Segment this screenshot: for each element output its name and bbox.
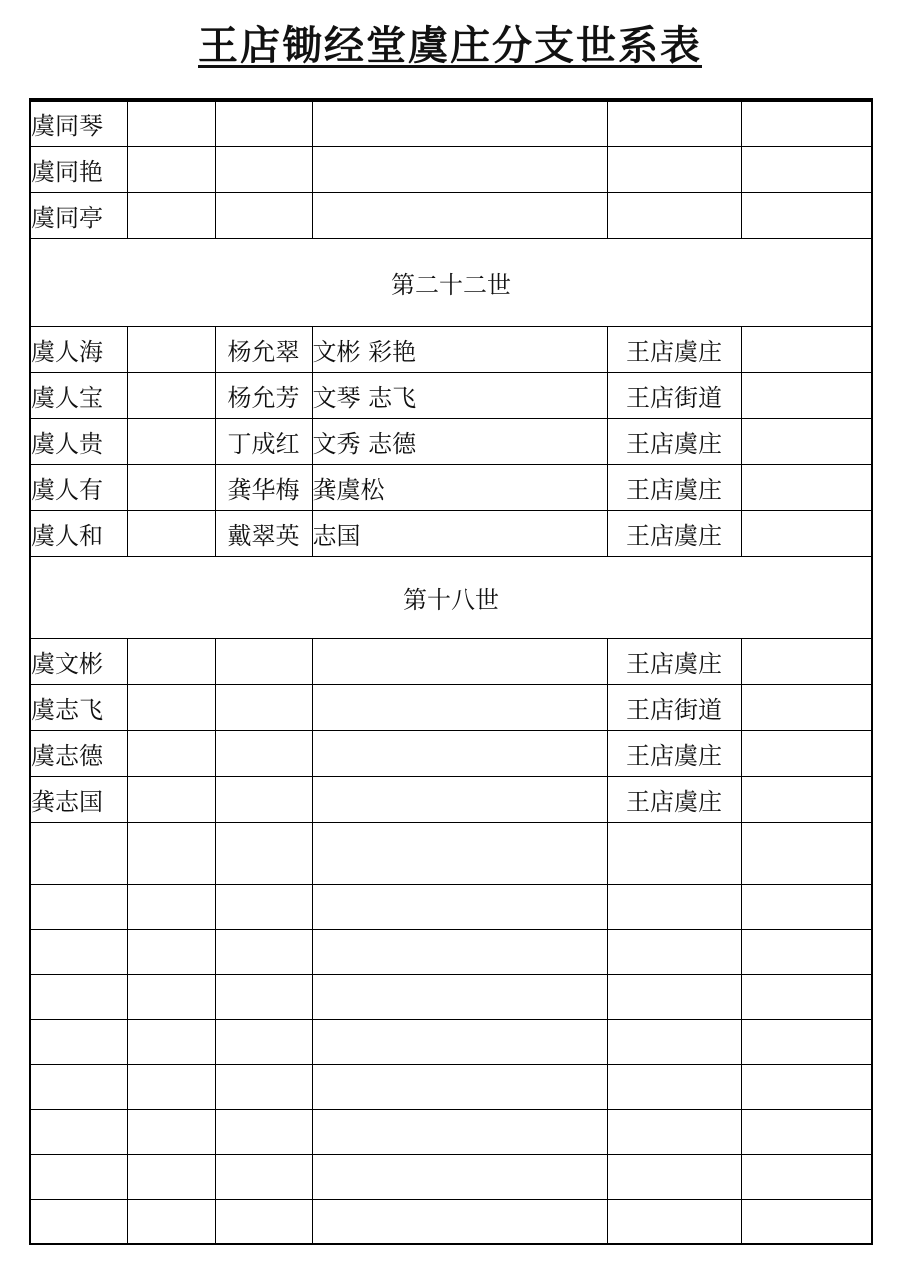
empty-row bbox=[30, 1019, 872, 1064]
empty-cell bbox=[215, 1109, 312, 1154]
empty-cell bbox=[741, 822, 872, 884]
empty-cell bbox=[30, 822, 127, 884]
name-cell: 虞人宝 bbox=[30, 372, 127, 418]
empty-cell bbox=[127, 1199, 215, 1244]
empty-cell bbox=[607, 1154, 741, 1199]
empty-cell bbox=[607, 1109, 741, 1154]
blank-cell bbox=[741, 372, 872, 418]
empty-cell bbox=[312, 1199, 607, 1244]
blank-cell bbox=[127, 326, 215, 372]
place-cell: 王店虞庄 bbox=[607, 730, 741, 776]
empty-cell bbox=[215, 1199, 312, 1244]
empty-cell bbox=[30, 1019, 127, 1064]
name-cell: 虞人贵 bbox=[30, 418, 127, 464]
blank-cell bbox=[741, 100, 872, 146]
spouse-cell bbox=[215, 192, 312, 238]
empty-row bbox=[30, 822, 872, 884]
table-row bbox=[30, 146, 872, 192]
children-cell bbox=[312, 100, 607, 146]
empty-cell bbox=[30, 974, 127, 1019]
children-cell bbox=[312, 146, 607, 192]
empty-cell bbox=[607, 822, 741, 884]
place-cell: 王店虞庄 bbox=[607, 510, 741, 556]
empty-cell bbox=[127, 1109, 215, 1154]
spouse-cell: 戴翠英 bbox=[215, 510, 312, 556]
blank-cell bbox=[127, 372, 215, 418]
blank-cell bbox=[127, 100, 215, 146]
empty-cell bbox=[312, 1109, 607, 1154]
empty-cell bbox=[127, 822, 215, 884]
place-cell: 王店虞庄 bbox=[607, 776, 741, 822]
table-row bbox=[30, 372, 872, 418]
blank-cell bbox=[127, 192, 215, 238]
empty-cell bbox=[30, 884, 127, 929]
children-cell bbox=[312, 730, 607, 776]
blank-cell bbox=[741, 326, 872, 372]
empty-cell bbox=[30, 1109, 127, 1154]
table-row bbox=[30, 730, 872, 776]
empty-row bbox=[30, 1154, 872, 1199]
empty-cell bbox=[607, 1199, 741, 1244]
empty-cell bbox=[741, 1199, 872, 1244]
empty-cell bbox=[127, 974, 215, 1019]
name-cell: 虞人和 bbox=[30, 510, 127, 556]
empty-cell bbox=[127, 1154, 215, 1199]
blank-cell bbox=[741, 776, 872, 822]
empty-cell bbox=[312, 822, 607, 884]
table-row bbox=[30, 510, 872, 556]
blank-cell bbox=[127, 464, 215, 510]
empty-row bbox=[30, 1064, 872, 1109]
place-cell bbox=[607, 192, 741, 238]
children-cell bbox=[312, 192, 607, 238]
spouse-cell: 杨允翠 bbox=[215, 326, 312, 372]
blank-cell bbox=[741, 638, 872, 684]
place-cell: 王店虞庄 bbox=[607, 638, 741, 684]
children-cell: 文琴 志飞 bbox=[312, 372, 607, 418]
empty-cell bbox=[312, 974, 607, 1019]
children-cell: 文彬 彩艳 bbox=[312, 326, 607, 372]
empty-cell bbox=[30, 1199, 127, 1244]
empty-cell bbox=[607, 974, 741, 1019]
spouse-cell bbox=[215, 776, 312, 822]
empty-row bbox=[30, 929, 872, 974]
place-cell: 王店虞庄 bbox=[607, 464, 741, 510]
empty-cell bbox=[312, 884, 607, 929]
empty-cell bbox=[127, 1019, 215, 1064]
children-cell: 龚虞松 bbox=[312, 464, 607, 510]
spouse-cell bbox=[215, 730, 312, 776]
empty-cell bbox=[127, 929, 215, 974]
generation-heading: 第十八世 bbox=[30, 556, 872, 638]
place-cell bbox=[607, 100, 741, 146]
spouse-cell: 龚华梅 bbox=[215, 464, 312, 510]
blank-cell bbox=[741, 192, 872, 238]
blank-cell bbox=[741, 464, 872, 510]
empty-cell bbox=[741, 884, 872, 929]
empty-cell bbox=[215, 1154, 312, 1199]
blank-cell bbox=[127, 730, 215, 776]
generation-heading: 第二十二世 bbox=[30, 238, 872, 326]
empty-cell bbox=[741, 1109, 872, 1154]
empty-cell bbox=[215, 884, 312, 929]
genealogy-table bbox=[29, 98, 873, 1245]
table-row bbox=[30, 684, 872, 730]
blank-cell bbox=[741, 730, 872, 776]
place-cell: 王店虞庄 bbox=[607, 326, 741, 372]
blank-cell bbox=[741, 684, 872, 730]
blank-cell bbox=[741, 146, 872, 192]
empty-cell bbox=[215, 929, 312, 974]
children-cell: 文秀 志德 bbox=[312, 418, 607, 464]
empty-cell bbox=[741, 1064, 872, 1109]
empty-cell bbox=[312, 1154, 607, 1199]
empty-cell bbox=[607, 1064, 741, 1109]
spouse-cell bbox=[215, 638, 312, 684]
name-cell: 虞志飞 bbox=[30, 684, 127, 730]
empty-cell bbox=[607, 1019, 741, 1064]
spouse-cell bbox=[215, 100, 312, 146]
name-cell: 虞文彬 bbox=[30, 638, 127, 684]
empty-cell bbox=[30, 1064, 127, 1109]
generation-heading-row bbox=[30, 238, 872, 326]
children-cell bbox=[312, 776, 607, 822]
place-cell: 王店虞庄 bbox=[607, 418, 741, 464]
table-row bbox=[30, 418, 872, 464]
blank-cell bbox=[127, 418, 215, 464]
empty-row bbox=[30, 974, 872, 1019]
table-row bbox=[30, 776, 872, 822]
document-title-text: 王店锄经堂虞庄分支世系表 bbox=[198, 23, 702, 69]
name-cell: 龚志国 bbox=[30, 776, 127, 822]
empty-cell bbox=[741, 1019, 872, 1064]
document-title bbox=[0, 20, 900, 72]
empty-row bbox=[30, 884, 872, 929]
empty-cell bbox=[127, 884, 215, 929]
spouse-cell bbox=[215, 684, 312, 730]
empty-cell bbox=[607, 884, 741, 929]
empty-cell bbox=[741, 1154, 872, 1199]
table-row bbox=[30, 464, 872, 510]
empty-cell bbox=[312, 929, 607, 974]
empty-cell bbox=[215, 822, 312, 884]
empty-cell bbox=[215, 1064, 312, 1109]
empty-cell bbox=[741, 929, 872, 974]
empty-cell bbox=[127, 1064, 215, 1109]
name-cell: 虞志德 bbox=[30, 730, 127, 776]
table-row bbox=[30, 192, 872, 238]
place-cell bbox=[607, 146, 741, 192]
blank-cell bbox=[741, 510, 872, 556]
name-cell: 虞同亭 bbox=[30, 192, 127, 238]
empty-row bbox=[30, 1109, 872, 1154]
empty-cell bbox=[312, 1064, 607, 1109]
blank-cell bbox=[127, 146, 215, 192]
children-cell bbox=[312, 638, 607, 684]
name-cell: 虞同琴 bbox=[30, 100, 127, 146]
place-cell: 王店街道 bbox=[607, 684, 741, 730]
empty-cell bbox=[312, 1019, 607, 1064]
blank-cell bbox=[127, 684, 215, 730]
name-cell: 虞人有 bbox=[30, 464, 127, 510]
empty-cell bbox=[215, 1019, 312, 1064]
table-row bbox=[30, 100, 872, 146]
children-cell bbox=[312, 684, 607, 730]
empty-cell bbox=[30, 929, 127, 974]
children-cell: 志国 bbox=[312, 510, 607, 556]
blank-cell bbox=[127, 638, 215, 684]
empty-cell bbox=[30, 1154, 127, 1199]
blank-cell bbox=[127, 776, 215, 822]
place-cell: 王店街道 bbox=[607, 372, 741, 418]
spouse-cell: 丁成红 bbox=[215, 418, 312, 464]
blank-cell bbox=[741, 418, 872, 464]
empty-cell bbox=[215, 974, 312, 1019]
name-cell: 虞人海 bbox=[30, 326, 127, 372]
table-row bbox=[30, 638, 872, 684]
spouse-cell bbox=[215, 146, 312, 192]
name-cell: 虞同艳 bbox=[30, 146, 127, 192]
empty-cell bbox=[607, 929, 741, 974]
empty-row bbox=[30, 1199, 872, 1244]
blank-cell bbox=[127, 510, 215, 556]
spouse-cell: 杨允芳 bbox=[215, 372, 312, 418]
generation-heading-row bbox=[30, 556, 872, 638]
table-row bbox=[30, 326, 872, 372]
empty-cell bbox=[741, 974, 872, 1019]
